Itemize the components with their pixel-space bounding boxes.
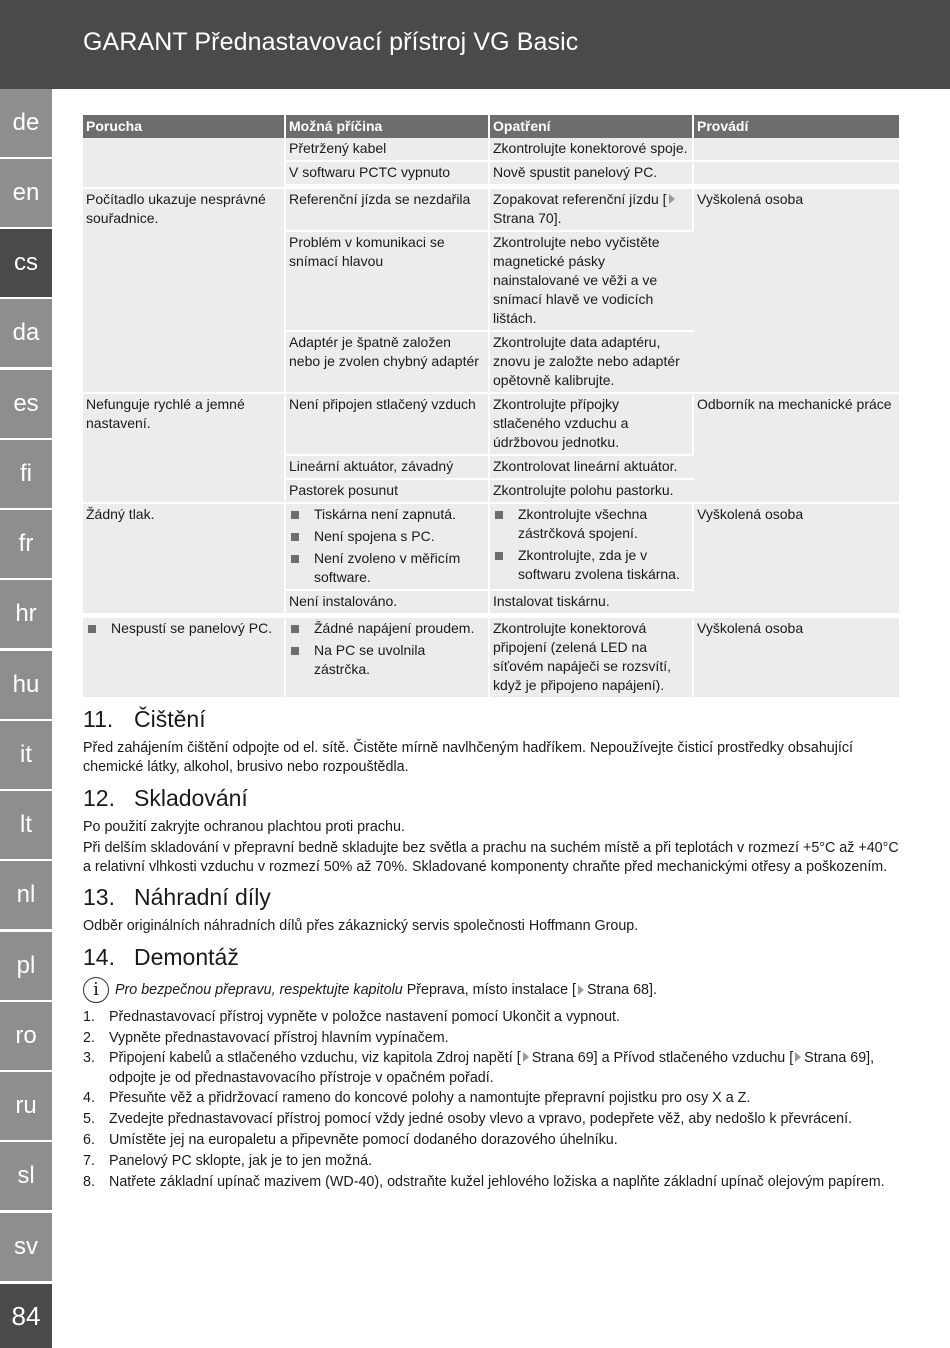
cause-cell: Není připojen stlačený vzduch	[286, 394, 490, 456]
list-item	[493, 546, 689, 584]
info-note-link-text[interactable]: Přeprava, místo instalace [	[406, 981, 576, 998]
lang-tab-hu[interactable]: hu	[0, 651, 52, 719]
step-number: 3.	[83, 1050, 95, 1067]
square-bullet-icon	[291, 533, 299, 541]
section-title: Demontáž	[134, 943, 239, 970]
lang-tab-ro[interactable]: ro	[0, 1002, 52, 1070]
lang-tab-da[interactable]: da	[0, 299, 52, 367]
action-cell: Instalovat tiskárnu.	[490, 591, 694, 618]
page-link-arrow-icon	[578, 985, 584, 995]
lang-tab-sl[interactable]: sl	[0, 1142, 52, 1210]
section-number: 11.	[83, 706, 114, 732]
cause-list	[289, 619, 485, 679]
step-number: 4.	[83, 1090, 95, 1107]
list-item	[289, 527, 485, 546]
language-sidebar	[0, 89, 52, 1348]
section-title: Náhradní díly	[134, 884, 271, 911]
action-cell: Zkontrolujte přípojky stlačeného vzduchu a údržbovou jednotku.	[490, 394, 694, 456]
page-reference-link[interactable]: Strana 69], odpojte je od přednastavovacího přístroje v opačném pořadí.	[109, 1050, 875, 1086]
list-item	[83, 1029, 899, 1048]
list-item	[493, 505, 689, 543]
action-cell: Nově spustit panelový PC.	[490, 162, 694, 189]
section-heading-storage	[83, 784, 899, 812]
lang-tab-es[interactable]: es	[0, 370, 52, 438]
cause-list	[289, 505, 485, 587]
column-header-action: Opatření	[490, 115, 694, 138]
fault-cell: Počítadlo ukazuje nesprávné souřadnice.	[83, 189, 286, 394]
step-number: 2.	[83, 1029, 95, 1046]
column-header-cause: Možná příčina	[286, 115, 490, 138]
square-bullet-icon	[291, 647, 299, 655]
list-item-text: Na PC se uvolnila zástrčka.	[314, 642, 426, 677]
table-row	[83, 394, 899, 456]
section-title: Čištění	[134, 706, 206, 732]
action-text: Zopakovat referenční jízdu [	[493, 191, 667, 207]
list-item	[83, 1089, 899, 1108]
cause-cell: Adaptér je špatně založen nebo je zvolen chybný adaptér	[286, 332, 490, 394]
list-item	[289, 619, 485, 638]
list-item	[83, 1049, 899, 1088]
list-item	[83, 1008, 899, 1027]
action-cell	[490, 504, 694, 591]
storage-text-2: Při delším skladování v přepravní bedně skladujte bez světla a prachu na suchém místě a při teplotách v rozmezí +5°C až +40°C a relativní vlhkosti vzduchu v rozmezí 50% až 70%. Skladované komponenty chraňte před mechanickými otřesy a poškozením.	[83, 839, 899, 876]
cause-cell: Lineární aktuátor, závadný	[286, 456, 490, 480]
document-title: GARANT Přednastavovací přístroj VG Basic	[83, 28, 579, 56]
page-reference-link[interactable]: Strana 70].	[493, 210, 562, 226]
fault-cell	[83, 138, 286, 189]
lang-tab-fi[interactable]: fi	[0, 440, 52, 508]
list-item	[83, 1173, 899, 1192]
list-item	[289, 505, 485, 524]
list-item	[83, 1152, 899, 1171]
step-text: Zvedejte přednastavovací přístroj pomocí vždy jedné osoby vlevo a vpravo, podepřete věž, aby nedošlo k převrácení.	[109, 1111, 853, 1128]
step-number: 8.	[83, 1173, 95, 1190]
list-item	[289, 549, 485, 587]
cause-cell: Přetržený kabel	[286, 138, 490, 162]
main-content	[83, 115, 899, 1193]
action-cell: Zkontrolujte polohu pastorku.	[490, 480, 694, 504]
step-text: Přednastavovací přístroj vypněte v položce nastavení pomocí Ukončit a vypnout.	[109, 1008, 620, 1025]
cleaning-text: Před zahájením čištění odpojte od el. sítě. Čistěte mírně navlhčeným hadříkem. Nepoužívejte čisticí prostředky obsahující chemické látky, alkohol, brusivo nebo rozpouštědla.	[83, 740, 854, 776]
action-cell: Zkontrolujte konektorová připojení (zelená LED na síťovém napáječi se rozsvítí, když je připojeno napájení).	[490, 618, 694, 699]
column-header-performer: Provádí	[694, 115, 899, 138]
performer-cell: Vyškolená osoba	[694, 618, 899, 699]
square-bullet-icon	[291, 555, 299, 563]
info-icon: i	[83, 977, 109, 1003]
lang-tab-hr[interactable]: hr	[0, 580, 52, 648]
performer-cell: Odborník na mechanické práce	[694, 394, 899, 504]
square-bullet-icon	[291, 511, 299, 519]
info-note-italic: Pro bezpečnou přepravu, respektujte kapitolu	[115, 981, 403, 998]
performer-cell	[694, 138, 899, 162]
cause-cell: Pastorek posunut	[286, 480, 490, 504]
lang-tab-nl[interactable]: nl	[0, 861, 52, 929]
page-number: 84	[0, 1284, 52, 1348]
lang-tab-de[interactable]: de	[0, 89, 52, 157]
square-bullet-icon	[88, 625, 96, 633]
cause-cell: Není instalováno.	[286, 591, 490, 618]
troubleshooting-table	[83, 115, 899, 699]
page-reference-link[interactable]: Strana 68].	[586, 981, 657, 998]
fault-cell: Nefunguje rychlé a jemné nastavení.	[83, 394, 286, 504]
lang-tab-sv[interactable]: sv	[0, 1213, 52, 1281]
section-heading-disassembly	[83, 943, 899, 971]
page-link-arrow-icon	[669, 194, 675, 204]
performer-cell	[694, 162, 899, 189]
page-link-arrow-icon	[523, 1052, 529, 1062]
column-header-fault: Porucha	[83, 115, 286, 138]
cause-cell: Problém v komunikaci se snímací hlavou	[286, 232, 490, 332]
list-item-text: Nespustí se panelový PC.	[111, 620, 273, 636]
action-cell	[490, 189, 694, 232]
performer-cell: Vyškolená osoba	[694, 189, 899, 394]
section-number: 12.	[83, 784, 115, 811]
step-number: 7.	[83, 1152, 95, 1169]
action-cell: Zkontrolovat lineární aktuátor.	[490, 456, 694, 480]
page-reference-link[interactable]: Strana 69] a Přívod stlačeného vzduchu [	[531, 1050, 794, 1067]
square-bullet-icon	[291, 625, 299, 633]
action-list	[493, 505, 689, 584]
table-row	[83, 189, 899, 232]
lang-tab-pl[interactable]: pl	[0, 932, 52, 1000]
table-row	[83, 618, 899, 699]
action-cell: Zkontrolujte konektorové spoje.	[490, 138, 694, 162]
step-number: 1.	[83, 1008, 95, 1025]
cause-cell	[286, 504, 490, 591]
lang-tab-cs[interactable]: cs	[0, 229, 52, 297]
table-row	[83, 138, 899, 162]
list-item-text: Není zvoleno v měřicím software.	[314, 550, 461, 585]
square-bullet-icon	[495, 552, 503, 560]
spare-parts-text: Odběr originálních náhradních dílů přes zákaznický servis společnosti Hoffmann Group.	[83, 918, 639, 935]
fault-list	[86, 619, 281, 638]
list-item-text: Zkontrolujte, zda je v softwaru zvolena tiskárna.	[518, 547, 680, 582]
list-item	[83, 1110, 899, 1129]
step-text: Vypněte přednastavovací přístroj hlavním vypínačem.	[109, 1029, 449, 1046]
step-number: 6.	[83, 1132, 95, 1149]
page-header	[0, 0, 950, 89]
performer-cell: Vyškolená osoba	[694, 504, 899, 618]
step-text: Přesuňte věž a přidržovací rameno do koncové polohy a namontujte přepravní pojistku pro osy X a Z.	[109, 1090, 751, 1107]
action-cell: Zkontrolujte nebo vyčistěte magnetické pásky nainstalované ve věži a ve snímací hlavě ve vodicích lištách.	[490, 232, 694, 332]
list-item-text: Žádné napájení proudem.	[314, 620, 475, 636]
lang-tab-it[interactable]: it	[0, 721, 52, 789]
storage-text-1: Po použití zakryjte ochranou plachtou proti prachu.	[83, 818, 405, 835]
lang-tab-en[interactable]: en	[0, 159, 52, 227]
fault-cell: Žádný tlak.	[83, 504, 286, 618]
section-number: 14.	[83, 943, 115, 970]
table-row	[83, 504, 899, 591]
list-item	[86, 619, 281, 638]
section-heading-cleaning	[83, 705, 899, 733]
section-number: 13.	[83, 884, 115, 911]
info-note	[83, 977, 899, 1003]
disassembly-steps	[83, 1008, 899, 1192]
step-text: Umístěte jej na europaletu a připevněte pomocí dodaného dorazového úhelníku.	[109, 1132, 618, 1149]
lang-tab-fr[interactable]: fr	[0, 510, 52, 578]
section-title: Skladování	[134, 784, 248, 811]
cause-cell	[286, 618, 490, 699]
list-item	[83, 1131, 899, 1150]
lang-tab-lt[interactable]: lt	[0, 791, 52, 859]
list-item-text: Není spojena s PC.	[314, 528, 435, 544]
action-cell: Zkontrolujte data adaptéru, znovu je založte nebo adaptér opětovně kalibrujte.	[490, 332, 694, 394]
square-bullet-icon	[495, 511, 503, 519]
step-text: Natřete základní upínač mazivem (WD-40), odstraňte kužel jehlového ložiska a naplňte základní upínač olejovým papírem.	[109, 1173, 885, 1190]
step-text: Připojení kabelů a stlačeného vzduchu, viz kapitola Zdroj napětí [	[109, 1050, 521, 1067]
page-link-arrow-icon	[795, 1052, 801, 1062]
list-item-text: Tiskárna není zapnutá.	[314, 506, 456, 522]
cause-cell: V softwaru PCTC vypnuto	[286, 162, 490, 189]
list-item	[289, 641, 485, 679]
cause-cell: Referenční jízda se nezdařila	[286, 189, 490, 232]
step-text: Panelový PC sklopte, jak je to jen možná.	[109, 1152, 373, 1169]
step-number: 5.	[83, 1111, 95, 1128]
table-header-row	[83, 115, 899, 138]
section-heading-spare-parts	[83, 883, 899, 911]
fault-cell	[83, 618, 286, 699]
lang-tab-ru[interactable]: ru	[0, 1072, 52, 1140]
list-item-text: Zkontrolujte všechna zástrčková spojení.	[518, 506, 648, 541]
